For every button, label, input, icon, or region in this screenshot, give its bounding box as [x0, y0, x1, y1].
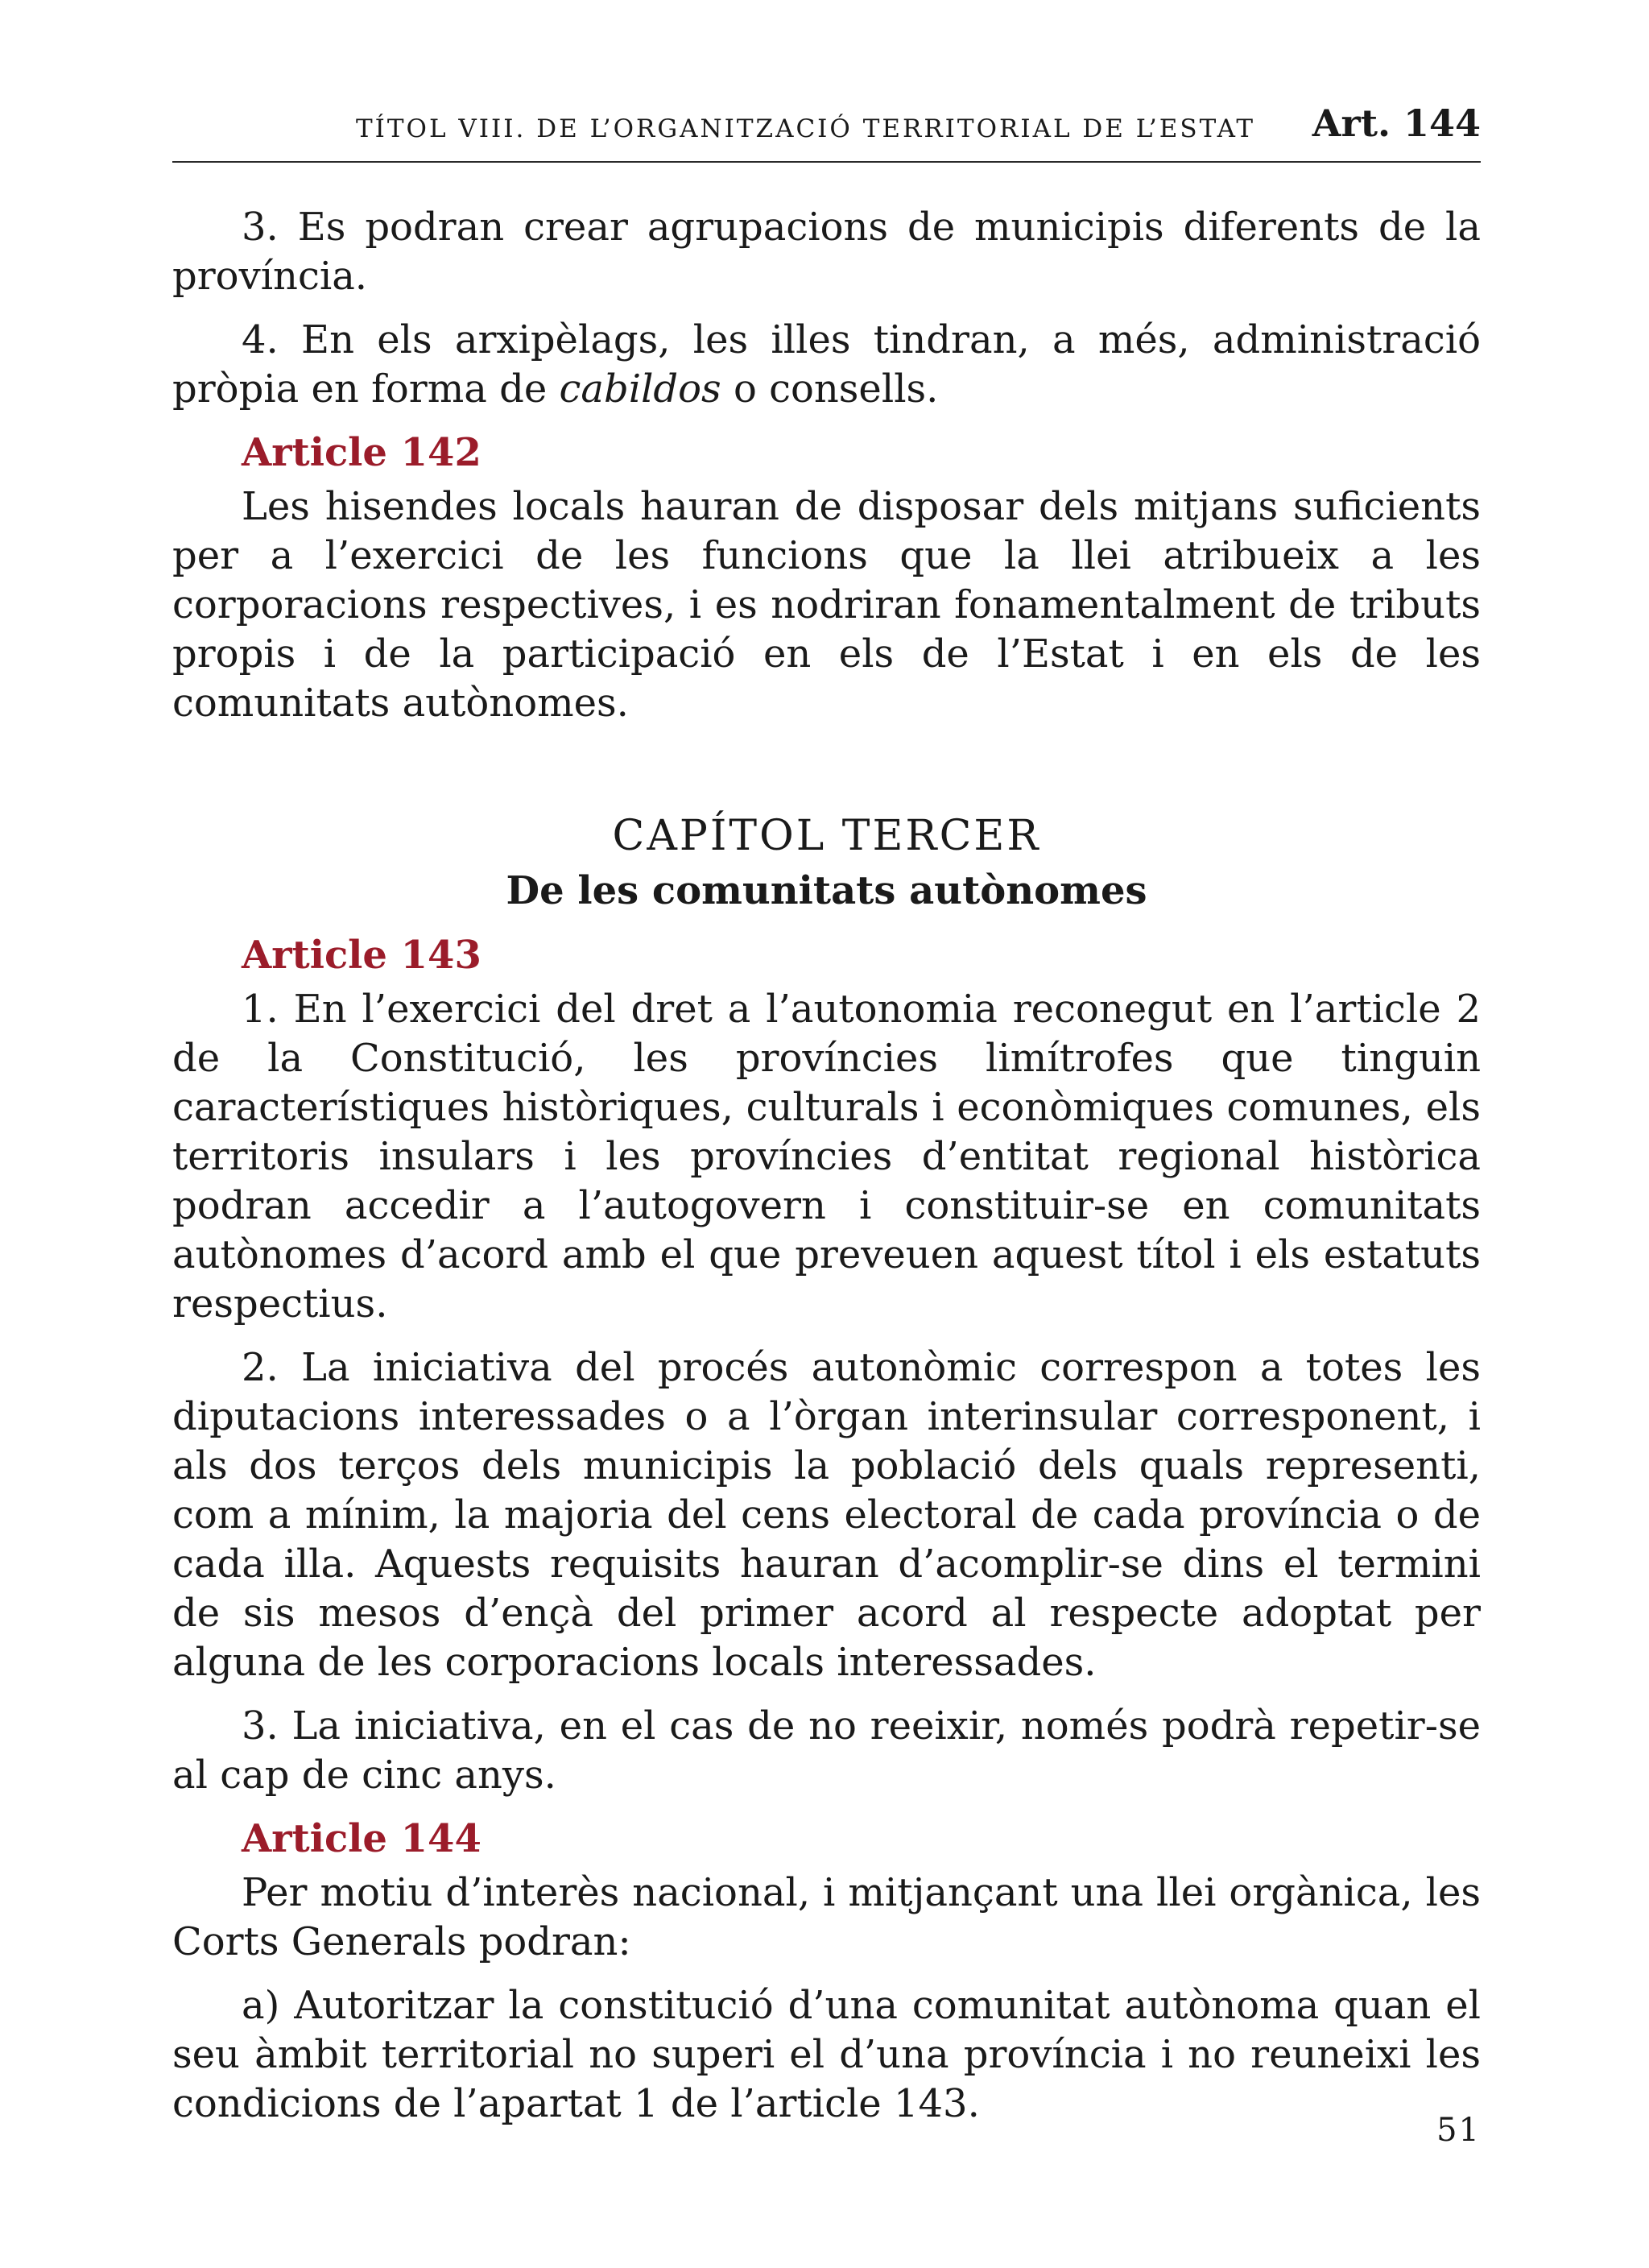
article-142-text: Les hisendes locals hauran de disposar dels mitjans suficients per a l’exercici de les funcions que la llei atribueix a les corporacions respectives, i es nodriran fonamentalment de tributs propis i de la participació en els de l’Estat i en els de les comunitats autònomes. [172, 484, 1481, 726]
article-144-item-a: a) Autoritzar la constitució d’una comunitat autònoma quan el seu àmbit territorial no superi el d’una província i no reuneixi les condicions de l’apartat 1 de l’article 143. [172, 1983, 1481, 2126]
article-reference: Art. 144 [1312, 101, 1481, 145]
article-143-paragraph-1: 1. En l’exercici del dret a l’autonomia reconegut en l’article 2 de la Constitució, les províncies limítrofes que tinguin característiques històriques, culturals i econòmiques comunes, els territoris insulars i les províncies d’entitat regional històrica podran accedir a l’autogovern i constituir-se en comunitats autònomes d’acord amb el que preveuen aquest títol i els estatuts respectius. [172, 987, 1481, 1326]
book-page [172, 0, 1481, 2268]
paragraph-141-4 [172, 316, 1481, 414]
paragraph-141-3: 3. Es podran crear agrupacions de municipis diferents de la província. [172, 205, 1481, 299]
page-body [172, 203, 1481, 2143]
article-144-intro: Per motiu d’interès nacional, i mitjançant una llei orgànica, les Corts Generals podran: [172, 1870, 1481, 1964]
article-143-paragraph-3: 3. La iniciativa, en el cas de no reeixir, només podrà repetir-se al cap de cinc anys. [172, 1703, 1481, 1798]
running-header [172, 101, 1481, 163]
chapter-heading-block [172, 810, 1481, 917]
chapter-title: CAPÍTOL TERCER [612, 812, 1041, 860]
page-number: 51 [1436, 2112, 1481, 2149]
italic-term: cabildos [559, 366, 721, 412]
paragraph-141-4-start: 4. En els arxipèlags, les illes tindran, a més, administració pròpia en forma de [172, 317, 1481, 412]
article-143-paragraph-2: 2. La iniciativa del procés autonòmic correspon a totes les diputacions interessades o a l’òrgan interinsular corresponent, i als dos terços dels municipis la població dels quals representi, com a mínim, la majoria del cens electoral de cada província o de cada illa. Aquests requisits hauran d’acomplir-se dins el termini de sis mesos d’ençà del primer acord al respecte adoptat per alguna de les corporacions locals interessades. [172, 1345, 1481, 1685]
chapter-subtitle: De les comunitats autònomes [506, 868, 1147, 913]
running-title: TÍTOL VIII. DE L’ORGANITZACIÓ TERRITORIAL DE L’ESTAT [355, 114, 1255, 143]
article-144-heading: Article 144 [242, 1816, 481, 1861]
paragraph-141-4-end: o consells. [721, 366, 939, 412]
article-142-heading: Article 142 [242, 430, 481, 475]
article-143-heading: Article 143 [242, 933, 481, 978]
